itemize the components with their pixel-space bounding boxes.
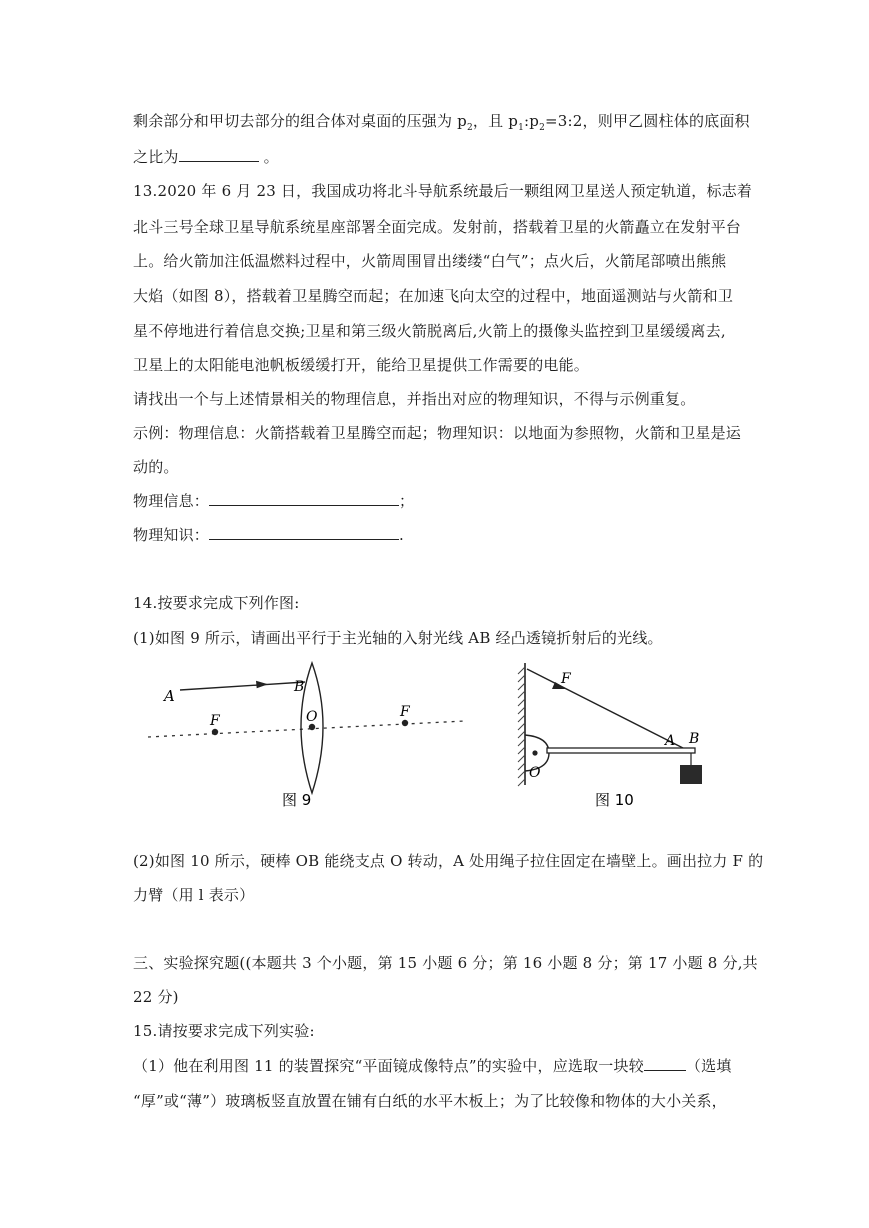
answer-blank[interactable]: [644, 1056, 686, 1071]
punct: .: [399, 526, 404, 544]
q13-line: 卫星上的太阳能电池帆板缓缓打开，能给卫星提供工作需要的电能。: [133, 356, 590, 374]
figure-9-lens-diagram: [140, 655, 480, 815]
label-f-left: F: [210, 713, 220, 729]
q13-example-1: 示例：物理信息：火箭搭载着卫星腾空而起；物理知识：以地面为参照物，火箭和卫星是运: [133, 424, 742, 442]
q13-line: 大焰（如图 8），搭载着卫星腾空而起；在加速飞向太空的过程中，地面遥测站与火箭和卫: [133, 287, 734, 305]
q15-text: （1）他在利用图 11 的装置探究“平面镜成像特点”的实验中，应选取一块较: [133, 1057, 644, 1075]
focal-point-right: [402, 720, 408, 726]
q12-sub: 1: [518, 123, 525, 133]
physics-info-label: 物理信息：: [133, 492, 210, 510]
label-b: B: [294, 679, 305, 695]
q12-text-b: ，且 p: [472, 112, 519, 130]
label-o: O: [529, 765, 541, 781]
pivot-point: [532, 750, 537, 755]
q14-part-1: (1)如图 9 所示，请画出平行于主光轴的入射光线 AB 经凸透镜折射后的光线。: [133, 629, 663, 647]
wall-hatching: [518, 667, 525, 786]
label-a: A: [665, 733, 676, 749]
arrow-icon: [256, 681, 268, 688]
q12-line-1: [133, 110, 750, 133]
q15-line-2: “厚”或“薄”）玻璃板竖直放置在铺有白纸的水平木板上；为了比较像和物体的大小关系，: [133, 1092, 727, 1110]
answer-blank[interactable]: [179, 147, 259, 162]
q15-title: 15.请按要求完成下列实验:: [133, 1022, 315, 1040]
q13-line: 北斗三号全球卫星导航系统星座部署全面完成。发射前，搭载着卫星的火箭矗立在发射平台: [133, 218, 742, 236]
q12-ratio-label: 之比为: [133, 148, 179, 166]
section-3-heading: 三、实验探究题((本题共 3 个小题，第 15 小题 6 分；第 16 小题 8 分；第 17 小题 8 分,共: [133, 954, 758, 972]
focal-point-left: [212, 729, 218, 735]
q13-line: 13.2020 年 6 月 23 日，我国成功将北斗导航系统最后一颗组网卫星送人预定轨道，标志着: [133, 182, 753, 200]
q14-title: 14.按要求完成下列作图:: [133, 594, 300, 612]
q14-part-2-line-2: 力臂（用 l 表示）: [133, 886, 255, 904]
label-a: A: [164, 687, 175, 705]
q12-line-2: [133, 146, 279, 167]
label-f-right: F: [400, 704, 410, 720]
weight-block: [680, 765, 702, 784]
q12-text-c: =3:2，则甲乙圆柱体的底面积: [545, 112, 750, 130]
q13-example-2: 动的。: [133, 458, 179, 476]
q12-period: 。: [258, 148, 279, 166]
q15-choice-hint: （选填: [685, 1057, 732, 1075]
label-f: F: [561, 671, 571, 687]
figure-10-caption: 图 10: [595, 791, 634, 809]
q13-line: 星不停地进行着信息交换;卫星和第三级火箭脱离后,火箭上的摄像头监控到卫星缓缓离去,: [133, 322, 726, 340]
q13-knowledge-row: [133, 524, 404, 545]
q12-sub: 2: [539, 123, 546, 133]
label-b: B: [689, 731, 700, 747]
q13-line: 上。给火箭加注低温燃料过程中，火箭周围冒出缕缕“白气”；点火后，火箭尾部喷出熊熊: [133, 252, 727, 270]
q12-text-a: 剩余部分和甲切去部分的组合体对桌面的压强为 p: [133, 112, 467, 130]
rope: [527, 669, 683, 748]
q13-info-row: [133, 490, 414, 511]
q12-text-colon: :p: [524, 112, 540, 130]
physics-knowledge-blank[interactable]: [209, 525, 399, 540]
figure-10-lever-diagram: [505, 655, 725, 815]
incident-ray: [180, 682, 305, 690]
figure-9-caption: 图 9: [282, 791, 312, 809]
punct: ；: [399, 492, 415, 510]
physics-info-blank[interactable]: [209, 491, 399, 506]
physics-knowledge-label: 物理知识：: [133, 526, 210, 544]
label-o: O: [306, 709, 318, 725]
section-3-heading-cont: 22 分): [133, 988, 179, 1006]
q15-line-1: [133, 1055, 732, 1076]
q13-instruction: 请找出一个与上述情景相关的物理信息，并指出对应的物理知识，不得与示例重复。: [133, 390, 696, 408]
q14-part-2-line-1: (2)如图 10 所示，硬棒 OB 能绕支点 O 转动，A 处用绳子拉住固定在墙壁上。画出拉力 F 的: [133, 852, 764, 870]
q12-sub: 2: [466, 123, 473, 133]
